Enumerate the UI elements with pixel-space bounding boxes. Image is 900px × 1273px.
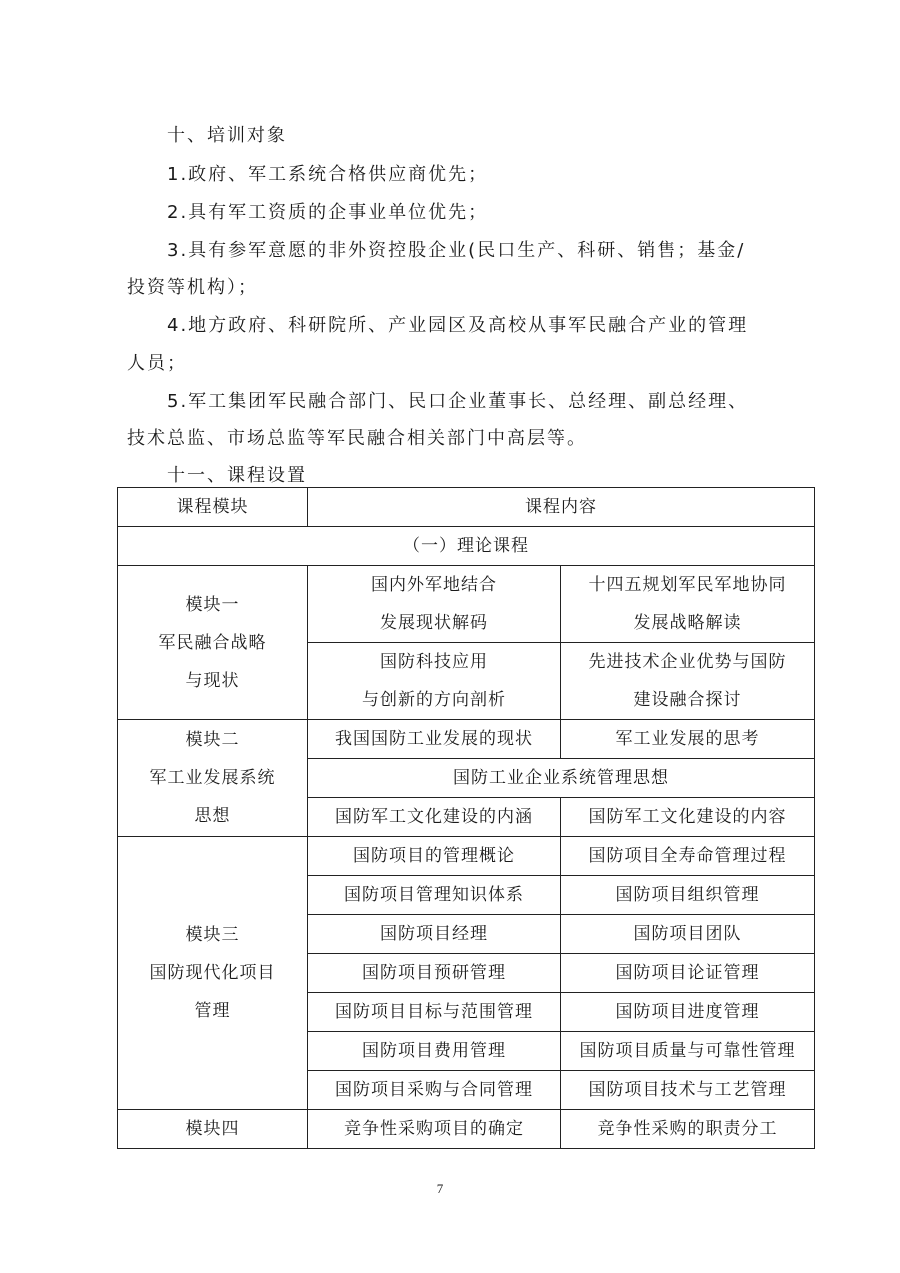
table-row [118,566,815,643]
table-cell: 国防项目预研管理 [308,954,561,993]
training-target-item-3-cont: 投资等机构）； [127,277,258,298]
module-3-line-2: 国防现代化项目 [149,963,276,983]
module-1-line-2: 军民融合战略 [158,632,267,653]
table-cell: 竞争性采购项目的确定 [308,1110,561,1149]
module-1-label [118,566,308,720]
module-2-line-2: 军工业发展系统 [149,768,276,788]
cell-line: 先进技术企业优势与国防 [588,652,787,672]
table-row [118,720,815,759]
table-cell: 国防项目采购与合同管理 [308,1071,561,1110]
module-2-label [118,720,308,837]
module-2-line-1: 模块二 [185,730,240,750]
table-cell: 国防项目经理 [308,915,561,954]
table-cell: 国防项目的管理概论 [308,837,561,876]
module-3-line-3: 管理 [194,1001,231,1021]
header-content: 课程内容 [308,488,815,527]
table-cell [561,566,815,643]
training-target-item-4: 4.地方政府、科研院所、产业园区及高校从事军民融合产业的管理 [167,315,749,336]
section-10-heading: 十、培训对象 [167,125,287,146]
table-cell: 国防军工文化建设的内涵 [308,798,561,837]
table-cell: 国防项目组织管理 [561,876,815,915]
table-cell: 国防项目全寿命管理过程 [561,837,815,876]
cell-line: 建设融合探讨 [633,690,742,710]
table-cell: 军工业发展的思考 [561,720,815,759]
cell-line: 十四五规划军民军地协同 [588,575,787,595]
table-row [118,837,815,876]
table-cell: 国防项目进度管理 [561,993,815,1032]
category-row [118,527,815,566]
table-cell [561,643,815,720]
training-target-item-2: 2.具有军工资质的企事业单位优先； [167,202,489,223]
training-target-item-1: 1.政府、军工系统合格供应商优先； [167,164,489,185]
module-3-label [118,837,308,1110]
cell-line: 发展战略解读 [633,613,742,633]
table-cell: 国防工业企业系统管理思想 [308,759,815,798]
table-cell: 国防项目质量与可靠性管理 [561,1032,815,1071]
table-cell: 国防军工文化建设的内容 [561,798,815,837]
cell-line: 国内外军地结合 [371,575,497,595]
header-module: 课程模块 [118,488,308,527]
module-1-line-3: 与现状 [185,670,240,691]
table-cell: 竞争性采购的职责分工 [561,1110,815,1149]
table-cell: 国防项目技术与工艺管理 [561,1071,815,1110]
table-header-row [118,488,815,527]
table-cell [308,643,561,720]
table-cell: 国防项目团队 [561,915,815,954]
course-table [117,487,815,1149]
training-target-item-4-cont: 人员； [127,353,187,374]
table-cell: 国防项目目标与范围管理 [308,993,561,1032]
module-2-line-3: 思想 [194,806,231,826]
category-theory: （一）理论课程 [118,527,815,566]
module-4-label: 模块四 [118,1110,308,1149]
table-cell: 我国国防工业发展的现状 [308,720,561,759]
cell-line: 与创新的方向剖析 [362,690,506,710]
table-cell: 国防项目费用管理 [308,1032,561,1071]
module-1-line-1: 模块一 [185,594,240,615]
section-11-heading: 十一、课程设置 [167,465,307,486]
training-target-item-5-cont: 技术总监、市场总监等军民融合相关部门中高层等。 [127,428,587,449]
table-cell: 国防项目管理知识体系 [308,876,561,915]
training-target-item-3: 3.具有参军意愿的非外资控股企业(民口生产、科研、销售；基金/ [167,240,746,261]
table-cell [308,566,561,643]
table-cell: 国防项目论证管理 [561,954,815,993]
cell-line: 国防科技应用 [380,652,488,672]
cell-line: 发展现状解码 [380,613,488,633]
module-3-line-1: 模块三 [185,925,240,945]
page-number: 7 [436,1181,444,1196]
table-row [118,1110,815,1149]
training-target-item-5: 5.军工集团军民融合部门、民口企业董事长、总经理、副总经理、 [167,391,749,412]
